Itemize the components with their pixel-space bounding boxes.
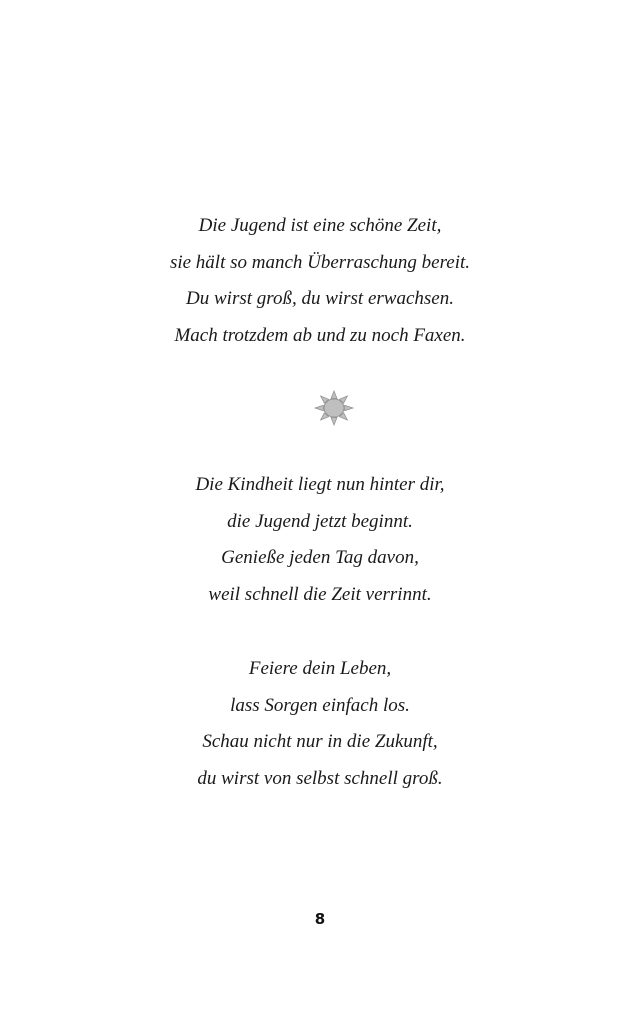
poem-line: Die Kindheit liegt nun hinter dir, <box>195 474 445 495</box>
poem-stanza-3 <box>0 651 640 797</box>
poem-line: du wirst von selbst schnell groß. <box>197 767 443 789</box>
page-number: 8 <box>314 910 326 928</box>
sun-ray <box>315 405 323 410</box>
poem-stanza-2 <box>0 467 640 613</box>
poem-line: Mach trotzdem ab und zu noch Faxen. <box>174 324 466 346</box>
poem-line: sie hält so manch Überraschung bereit. <box>169 251 471 273</box>
poem-line: Du wirst groß, du wirst erwachsen. <box>186 288 454 309</box>
poem-line: Genieße jeden Tag davon, <box>221 547 419 568</box>
sun-ray <box>331 391 337 399</box>
poem-line: die Jugend jetzt beginnt. <box>227 510 413 532</box>
poem-line: Feiere dein Leben, <box>248 658 392 679</box>
poem-line: lass Sorgen einfach los. <box>230 694 410 716</box>
poem-line: weil schnell die Zeit verrinnt. <box>208 583 432 605</box>
sun-ray <box>345 405 353 410</box>
sun-ray <box>331 418 337 426</box>
poem-line: Schau nicht nur in die Zukunft, <box>202 731 438 752</box>
sun-core <box>324 399 344 417</box>
sun-icon <box>311 388 357 428</box>
poem-stanza-1 <box>0 208 640 354</box>
poem-line: Die Jugend ist eine schöne Zeit, <box>198 215 442 236</box>
